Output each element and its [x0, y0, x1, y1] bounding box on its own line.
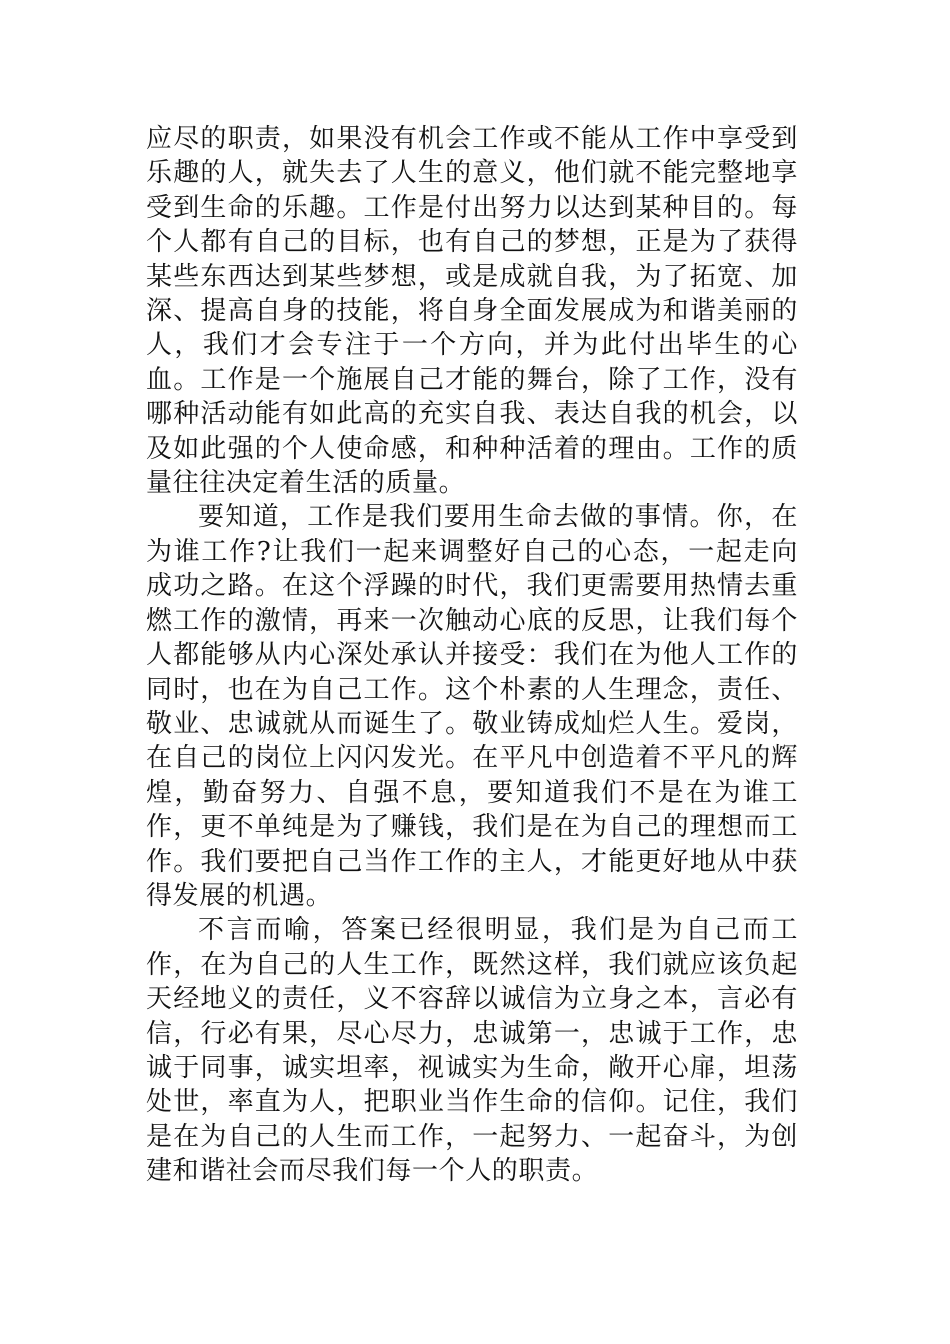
paragraph-1: 应尽的职责，如果没有机会工作或不能从工作中享受到乐趣的人，就失去了人生的意义，他们就不能完整地享受到生命的乐趣。工作是付出努力以达到某种目的。每个人都有自己的目标，也有自己的梦想，正是为了获得某些东西达到某些梦想，或是成就自我，为了拓宽、加深、提高自身的技能，将自身全面发展成为和谐美丽的人，我们才会专注于一个方向，并为此付出毕生的心血。工作是一个施展自己才能的舞台，除了工作，没有哪种活动能有如此高的充实自我、表达自我的机会，以及如此强的个人使命感，和种种活着的理由。工作的质量往往决定着生活的质量。	[146, 124, 798, 499]
paragraph-3: 不言而喻，答案已经很明显，我们是为自己而工作，在为自己的人生工作，既然这样，我们就应该负起天经地义的责任，义不容辞以诚信为立身之本，言必有信，行必有果，尽心尽力，忠诚第一，忠诚于工作，忠诚于同事，诚实坦率，视诚实为生命，敞开心扉，坦荡处世，率直为人，把职业当作生命的信仰。记住，我们是在为自己的人生而工作，一起努力、一起奋斗，为创建和谐社会而尽我们每一个人的职责。	[146, 915, 798, 1187]
paragraph-2: 要知道，工作是我们要用生命去做的事情。你，在为谁工作?让我们一起来调整好自己的心态，一起走向成功之路。在这个浮躁的时代，我们更需要用热情去重燃工作的激情，再来一次触动心底的反思，让我们每个人都能够从内心深处承认并接受：我们在为他人工作的同时，也在为自己工作。这个朴素的人生理念，责任、敬业、忠诚就从而诞生了。敬业铸成灿烂人生。爱岗，在自己的岗位上闪闪发光。在平凡中创造着不平凡的辉煌，勤奋努力、自强不息，要知道我们不是在为谁工作，更不单纯是为了赚钱，我们是在为自己的理想而工作。我们要把自己当作工作的主人，才能更好地从中获得发展的机遇。	[146, 502, 798, 911]
document-body	[146, 122, 798, 1189]
